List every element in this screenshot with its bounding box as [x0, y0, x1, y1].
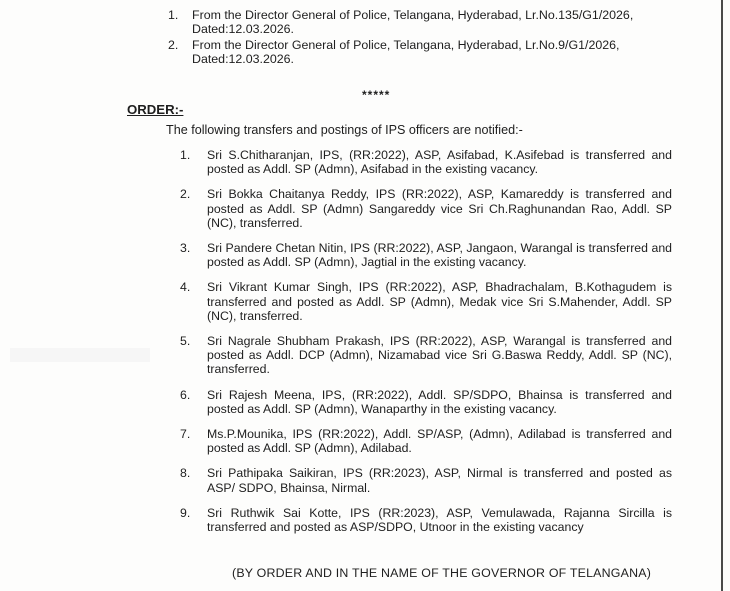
order-intro: The following transfers and postings of IPS officers are notified:-	[166, 123, 523, 137]
order-number: 5.	[180, 334, 191, 349]
orders-list	[180, 148, 672, 545]
order-text: Sri Rajesh Meena, IPS, (RR:2022), Addl. SP/SDPO, Bhainsa is transferred and posted as Addl. SP (Admn), Wanaparthy in the existing vacancy.	[207, 387, 672, 416]
order-text: Sri Pandere Chetan Nitin, IPS (RR:2022), ASP, Jangaon, Warangal is transferred and posted as Addl. SP (Admn), Jagtial in the existing vacancy.	[207, 241, 672, 270]
order-item	[180, 334, 672, 377]
order-text: Sri Vikrant Kumar Singh, IPS (RR:2022), ASP, Bhadrachalam, B.Kothagudem is transferred and posted as Addl. SP (Admn), Medak vice Sri S.Mahender, Addl. SP (NC), transferred.	[207, 280, 672, 323]
order-text: Sri S.Chitharanjan, IPS, (RR:2022), ASP, Asifabad, K.Asifebad is transferred and posted as Addl. SP (Admn), Asifabad in the existing vacancy.	[207, 148, 672, 177]
order-text: Sri Bokka Chaitanya Reddy, IPS (RR:2022), ASP, Kamareddy is transferred and posted as Addl. SP (Admn) Sangareddy vice Sri Ch.Raghunandan Rao, Addl. SP (NC), transferred.	[207, 187, 672, 230]
reference-text: From the Director General of Police, Telangana, Hyderabad, Lr.No.135/G1/2026, Dated:12.03.2026.	[192, 8, 634, 36]
order-item	[180, 506, 672, 534]
order-text: Sri Nagrale Shubham Prakash, IPS (RR:2022), ASP, Warangal is transferred and posted as Addl. DCP (Admn), Nizamabad vice Sri G.Baswa Reddy, Addl. SP (NC), transferred.	[207, 334, 672, 377]
reference-number: 1.	[168, 8, 179, 22]
order-item	[180, 388, 672, 416]
order-number: 9.	[180, 505, 191, 520]
order-item	[180, 148, 672, 176]
page-edge-line	[721, 0, 723, 591]
order-number: 7.	[180, 427, 191, 442]
section-separator: *****	[362, 88, 391, 102]
order-item	[180, 187, 672, 230]
references-list	[168, 8, 688, 68]
order-item	[180, 427, 672, 455]
scan-artifact	[10, 348, 150, 362]
order-text: Sri Pathipaka Saikiran, IPS (RR:2023), ASP, Nirmal is transferred and posted as ASP/ SDPO, Bhainsa, Nirmal.	[207, 466, 672, 495]
order-item	[180, 241, 672, 269]
order-number: 2.	[180, 187, 191, 202]
reference-text: From the Director General of Police, Telangana, Hyderabad, Lr.No.9/G1/2026, Dated:12.03.2026.	[192, 38, 620, 66]
governor-footer: (BY ORDER AND IN THE NAME OF THE GOVERNOR OF TELANGANA)	[232, 566, 652, 580]
order-text: Ms.P.Mounika, IPS (RR:2022), Addl. SP/ASP, (Admn), Adilabad is transferred and posted as Addl. SP (Admn), Adilabad.	[207, 427, 672, 456]
reference-number: 2.	[168, 38, 179, 52]
order-number: 8.	[180, 466, 191, 481]
reference-item	[168, 38, 688, 66]
order-number: 3.	[180, 241, 191, 256]
order-text: Sri Ruthwik Sai Kotte, IPS (RR:2023), ASP, Vemulawada, Rajanna Sircilla is transferred and posted as ASP/SDPO, Utnoor in the existing vacancy	[207, 505, 672, 535]
reference-item	[168, 8, 688, 36]
order-number: 1.	[180, 148, 191, 162]
order-number: 6.	[180, 387, 191, 402]
order-heading: ORDER:-	[127, 102, 184, 117]
order-number: 4.	[180, 280, 191, 295]
order-item	[180, 466, 672, 494]
order-item	[180, 280, 672, 323]
